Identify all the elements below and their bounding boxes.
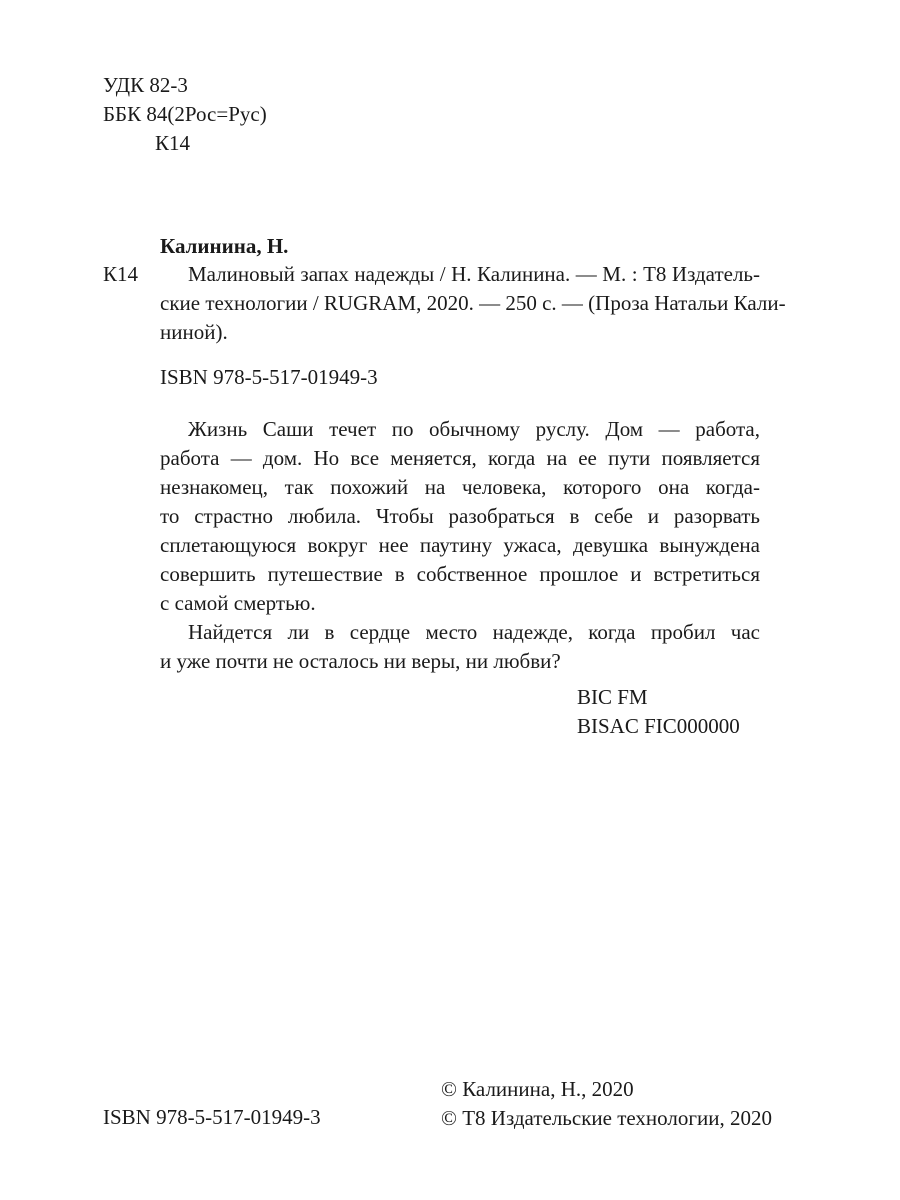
catalog-codes xyxy=(103,71,267,158)
biblio-line: ские технологии / RUGRAM, 2020. — 250 с. — (Проза Натальи Кали- xyxy=(160,291,786,315)
biblio-line: Малиновый запах надежды / Н. Калинина. — М. : Т8 Издатель- xyxy=(188,262,760,286)
copyright-author: © Калинина, Н., 2020 xyxy=(441,1077,634,1101)
copyright-publisher: © Т8 Издательские технологии, 2020 xyxy=(441,1106,772,1130)
annotation-line: Найдется ли в сердце место надежде, когда пробил час xyxy=(188,620,760,644)
annotation-paragraph xyxy=(160,415,760,618)
bisac-code: BISAC FIC000000 xyxy=(577,714,740,738)
footer-isbn: ISBN 978-5-517-01949-3 xyxy=(103,1105,321,1129)
annotation-line: совершить путешествие в собственное прошлое и встретиться xyxy=(160,562,760,586)
bbk-code: ББК 84(2Рос=Рус) xyxy=(103,102,267,126)
annotation-paragraph xyxy=(160,618,760,676)
annotation xyxy=(160,415,760,676)
annotation-line: незнакомец, так похожий на человека, которого она когда- xyxy=(160,475,760,499)
annotation-line: с самой смертью. xyxy=(160,591,316,615)
bibliographic-description xyxy=(160,260,786,347)
annotation-line: и уже почти не осталось ни веры, ни любви? xyxy=(160,649,561,673)
entry-code: К14 xyxy=(103,262,139,286)
annotation-line: Жизнь Саши течет по обычному руслу. Дом — работа, xyxy=(188,417,760,441)
author-name: Калинина, Н. xyxy=(160,234,289,258)
author-mark: К14 xyxy=(155,131,191,155)
annotation-line: работа — дом. Но все меняется, когда на ее пути появляется xyxy=(160,446,760,470)
copyright-block xyxy=(441,1075,772,1133)
annotation-line: то страстно любила. Чтобы разобраться в себе и разорвать xyxy=(160,504,760,528)
subject-codes xyxy=(577,683,740,741)
bic-code: BIC FM xyxy=(577,685,648,709)
udk-code: УДК 82-3 xyxy=(103,73,188,97)
annotation-line: сплетающуюся вокруг нее паутину ужаса, девушка вынуждена xyxy=(160,533,760,557)
isbn: ISBN 978-5-517-01949-3 xyxy=(160,365,378,389)
biblio-line: ниной). xyxy=(160,320,228,344)
